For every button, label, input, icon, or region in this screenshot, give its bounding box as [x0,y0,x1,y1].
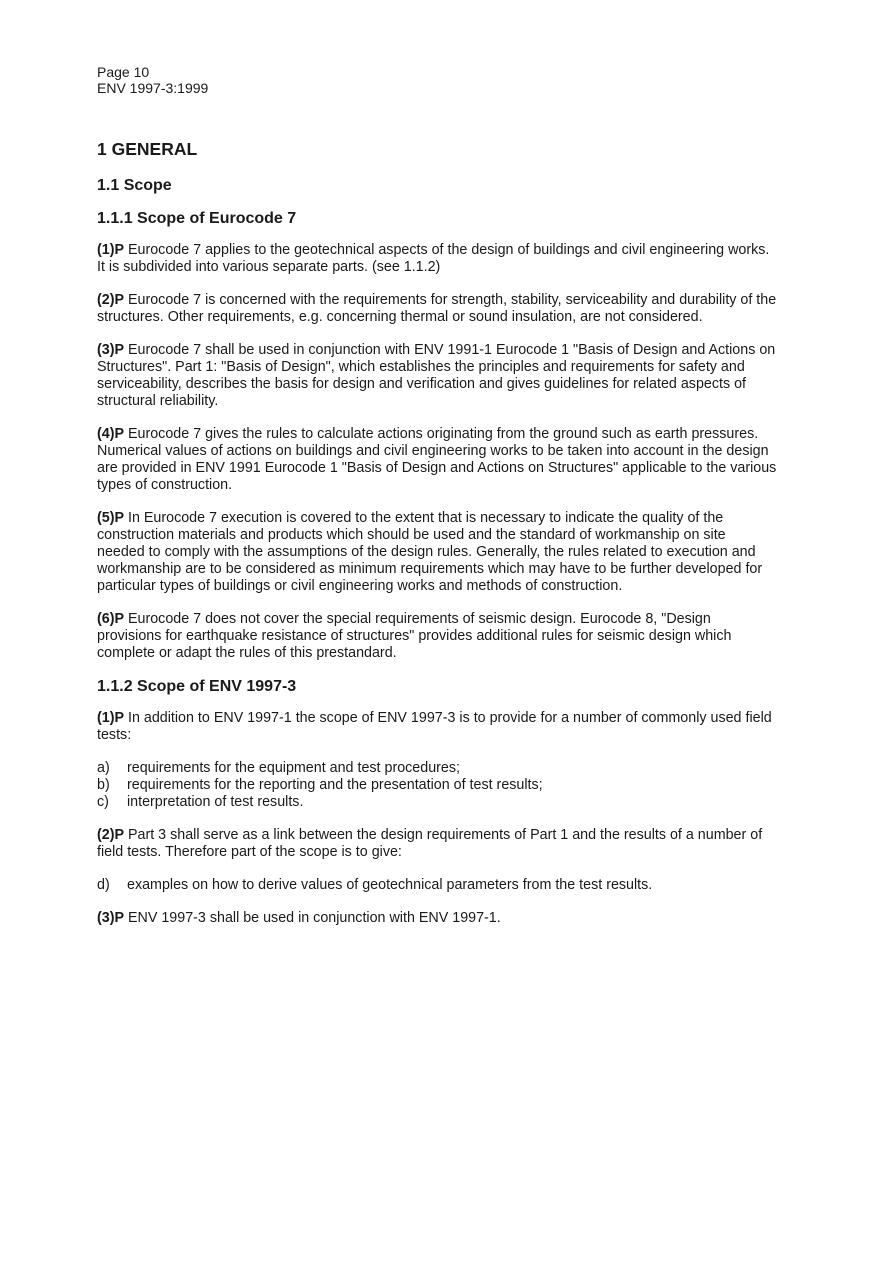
paragraph-text: Eurocode 7 does not cover the special requirements of seismic design. Eurocode 8, "Design provisions for earthquake resistance of structures" provides additional rules for seismic design which complete or adapt the rules of this prestandard. [97,611,732,661]
scope-list-2 [97,877,777,894]
paragraph-text: In Eurocode 7 execution is covered to the extent that is necessary to indicate the quality of the construction materials and products which should be used and the standard of workmanship on site needed to comply with the assumptions of the design rules. Generally, the rules related to execution and workmanship are to be considered as minimum requirements which may have to be further developed for particular types of buildings or civil engineering works and methods of construction. [97,510,763,594]
paragraph-text: Eurocode 7 shall be used in conjunction with ENV 1991-1 Eurocode 1 "Basis of Design and Actions on Structures". Part 1: "Basis of Design", which establishes the principles and requirements for safety and serviceability, describes the basis for design and verification and gives guidelines for related aspects of structural reliability. [97,342,776,409]
paragraph-number: (1)P [97,710,125,726]
paragraph-scope-3 [97,910,777,927]
main-content [97,139,777,943]
paragraph-1 [97,242,777,276]
list-text: requirements for the equipment and test procedures; [127,760,460,776]
paragraph-text: ENV 1997-3 shall be used in conjunction with ENV 1997-1. [124,910,501,926]
paragraph-number: (3)P [97,910,125,926]
paragraph-6 [97,611,777,662]
paragraph-text: Eurocode 7 is concerned with the requirements for strength, stability, serviceability and durability of the structures. Other requirements, e.g. concerning thermal or sound insulation, are not considered. [97,292,777,325]
paragraph-scope-1 [97,710,777,744]
list-item [97,794,777,811]
list-label: a) [97,760,110,776]
paragraph-number: (6)P [97,611,125,627]
paragraph-2 [97,292,777,326]
list-text: interpretation of test results. [127,794,304,810]
paragraph-number: (5)P [97,510,125,526]
paragraph-number: (2)P [97,827,125,843]
paragraph-5 [97,510,777,595]
list-item [97,877,777,894]
subsection-heading-1: 1.1.1 Scope of Eurocode 7 [97,210,297,227]
paragraph-number: (1)P [97,242,125,258]
list-label: c) [97,794,109,810]
list-item [97,777,777,794]
paragraph-3 [97,342,777,410]
page-number: Page 10 [97,64,150,80]
list-text: examples on how to derive values of geotechnical parameters from the test results. [127,877,653,893]
chapter-heading: 1 GENERAL [97,139,198,159]
paragraph-text: Eurocode 7 applies to the geotechnical aspects of the design of buildings and civil engineering works. It is subdivided into various separate parts. (see 1.1.2) [97,242,770,275]
list-label: b) [97,777,110,793]
paragraph-scope-2 [97,827,777,861]
list-text: requirements for the reporting and the presentation of test results; [127,777,543,793]
paragraph-number: (4)P [97,426,125,442]
list-label: d) [97,877,110,893]
subsection-heading-2: 1.1.2 Scope of ENV 1997-3 [97,678,297,695]
list-item [97,760,777,777]
page-header [97,64,208,96]
paragraph-text: Part 3 shall serve as a link between the design requirements of Part 1 and the results of a number of field tests. Therefore part of the scope is to give: [97,827,763,860]
paragraph-number: (2)P [97,292,125,308]
paragraph-text: Eurocode 7 gives the rules to calculate actions originating from the ground such as earth pressures. Numerical values of actions on buildings and civil engineering works to be taken into account in the design are provided in ENV 1991 Eurocode 1 "Basis of Design and Actions on Structures" applicable to the various types of construction. [97,426,777,493]
paragraph-text: In addition to ENV 1997-1 the scope of ENV 1997-3 is to provide for a number of commonly used field tests: [97,710,772,743]
document-id: ENV 1997-3:1999 [97,80,209,96]
paragraph-4 [97,426,777,494]
section-heading: 1.1 Scope [97,177,172,194]
paragraph-number: (3)P [97,342,125,358]
scope-list [97,760,777,811]
